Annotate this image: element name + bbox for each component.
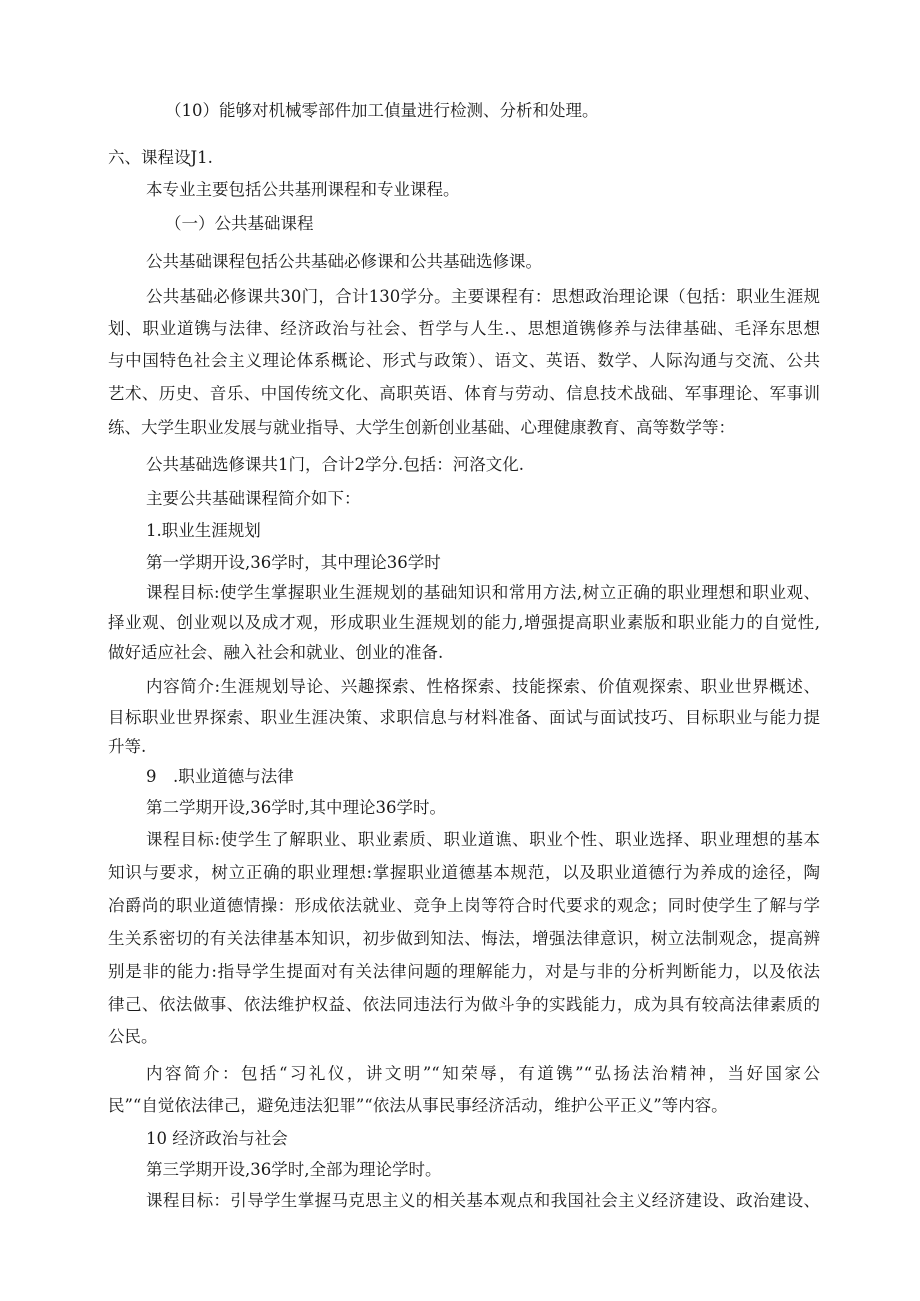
subsection-heading: （一）公共基础课程 xyxy=(165,214,314,233)
paragraph-line: 课程目标：引导学生掌握马克思主义的相关基本观点和我国社会主义经济建设、政治建设、 xyxy=(146,1191,820,1210)
paragraph-line: 本专业主要包括公共基刑课程和专业课程。 xyxy=(146,180,460,199)
paragraph-line: 律己、依法做事、依法维护权益、依法同违法行为做斗争的实践能力，成为具有较高法律素质的 xyxy=(108,995,820,1014)
section-heading-six: 六、课程设J1. xyxy=(108,148,213,167)
paragraph-line: 生关系密切的有关法律基本知识，初步做到知法、悔法，增强法律意识，树立法制观念，提高辨 xyxy=(108,929,820,948)
paragraph-line: 民”“自觉依法律己，避免违法犯罪”“依法从事民事经济活动，维护公平正义”等内容。 xyxy=(108,1096,728,1115)
paragraph-line: 练、大学生职业发展与就业指导、大学生创新创业基础、心理健康教育、高等数学等： xyxy=(108,418,735,437)
paragraph-line: 与中国特色社会主义理论体系概论、形式与政策）、语文、英语、数学、人际沟通与交流、公共 xyxy=(108,351,820,370)
course-heading: 1.职业生涯规划 xyxy=(146,521,261,540)
paragraph-line: 目标职业世界探索、职业生涯决策、求职信息与材料准备、面试与面试技巧、目标职业与能力提 xyxy=(108,708,820,727)
paragraph-line: 艺术、历史、音乐、中国传统文化、高职英语、体育与劳动、信息技术战础、军事理论、军事训 xyxy=(108,384,820,403)
course-heading: 10 经济政治与社会 xyxy=(146,1129,288,1148)
paragraph-line: 别是非的能力:指导学生提面对有关法律问题的理解能力，对是与非的分析判断能力，以及依法 xyxy=(108,962,820,981)
paragraph-line: 公共基础课程包括公共基础必修课和公共基础选修课。 xyxy=(146,252,542,271)
paragraph-line: 冶爵尚的职业道德情操：形成依法就业、竞争上岗等符合时代要求的观念；同时使学生了解与学 xyxy=(108,896,820,915)
paragraph-line: 知识与要求，树立正确的职业理想:掌握职业道德基本规范，以及职业道德行为养成的途径，陶 xyxy=(108,863,820,882)
paragraph-line: 内容简介:生涯规划导论、兴趣探索、性格探索、技能探索、价值观探索、职业世界概述、 xyxy=(146,677,820,696)
paragraph-line: 主要公共基础课程简介如下： xyxy=(146,489,361,508)
paragraph-line: 做好适应社会、融入社会和就业、创业的准备. xyxy=(108,643,444,662)
paragraph-line: 内容简介：包括“习礼仪，讲文明”“知荣辱，有道镌”“弘扬法治精神，当好国家公 xyxy=(146,1064,820,1083)
paragraph-line: 公民。 xyxy=(108,1027,158,1046)
paragraph-line: 划、职业道镌与法律、经济政治与社会、哲学与人生.、思想道镌修养与法律基础、毛泽东思想 xyxy=(108,319,820,338)
paragraph-line: 第二学期开设,36学时,其中理论36学时。 xyxy=(146,798,446,817)
objective-item-10: （10）能够对机械零部件加工偵量进行检测、分析和处理。 xyxy=(165,101,599,120)
paragraph-line: 公共基础必修课共30门，合计130学分。主要课程有：思想政治理论课（包括：职业生涯规 xyxy=(146,287,820,306)
paragraph-line: 第三学期开设,36学时,全部为理论学时。 xyxy=(146,1160,442,1179)
paragraph-line: 择业观、创业观以及成才观，形成职业生涯规划的能力,增强提高职业素版和职业能力的自觉性, xyxy=(108,613,820,632)
paragraph-line: 公共基础选修课共1门，合计2学分.包括：河洛文化. xyxy=(146,455,524,474)
paragraph-line: 第一学期开设,36学时，其中理论36学时 xyxy=(146,553,441,572)
paragraph-line: 升等. xyxy=(108,737,147,756)
paragraph-line: 课程目标:使学生了解职业、职业素质、职业道谯、职业个性、职业选择、职业理想的基本 xyxy=(146,830,820,849)
course-heading: 9 .职业道德与法律 xyxy=(146,767,294,786)
paragraph-line: 课程目标:使学生掌握职业生涯规划的基础知识和常用方法,树立正确的职业理想和职业观、 xyxy=(146,583,820,602)
